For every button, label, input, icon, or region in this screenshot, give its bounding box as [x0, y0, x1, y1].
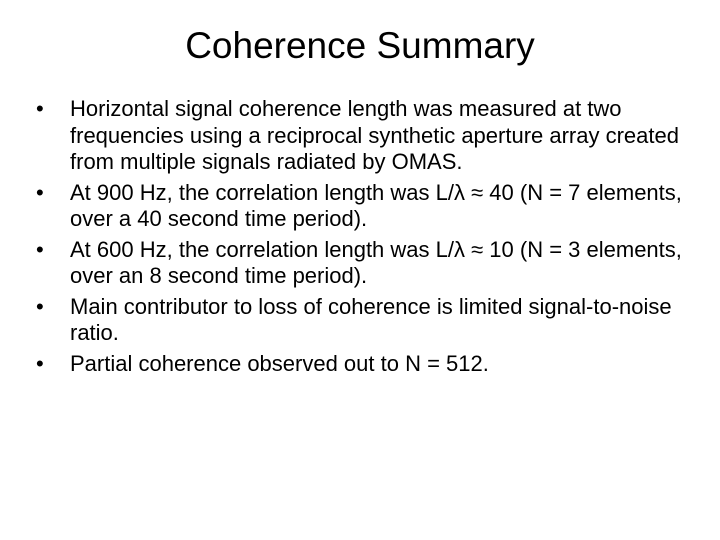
bullet-item: [36, 294, 696, 347]
bullet-item: [36, 237, 696, 290]
bullet-list: [36, 96, 696, 381]
bullet-text: Partial coherence observed out to N = 512.: [70, 350, 489, 376]
bullet-marker: •: [36, 350, 44, 376]
bullet-marker: •: [36, 293, 44, 319]
bullet-text: At 900 Hz, the correlation length was L/λ ≈ 40 (N = 7 elements, over a 40 second time period).: [70, 179, 682, 231]
bullet-item: [36, 180, 696, 233]
slide-title: Coherence Summary: [185, 25, 535, 66]
bullet-marker: •: [36, 96, 44, 121]
bullet-text: Main contributor to loss of coherence is limited signal-to-noise ratio.: [70, 293, 672, 345]
bullet-marker: •: [36, 236, 44, 262]
bullet-text: At 600 Hz, the correlation length was L/λ ≈ 10 (N = 3 elements, over an 8 second time period).: [70, 236, 682, 288]
bullet-item: [36, 96, 696, 176]
bullet-item: [36, 351, 696, 378]
bullet-marker: •: [36, 179, 44, 205]
bullet-text: Horizontal signal coherence length was measured at two frequencies using a reciprocal synthetic aperture array created from multiple signals radiated by OMAS.: [70, 96, 679, 174]
